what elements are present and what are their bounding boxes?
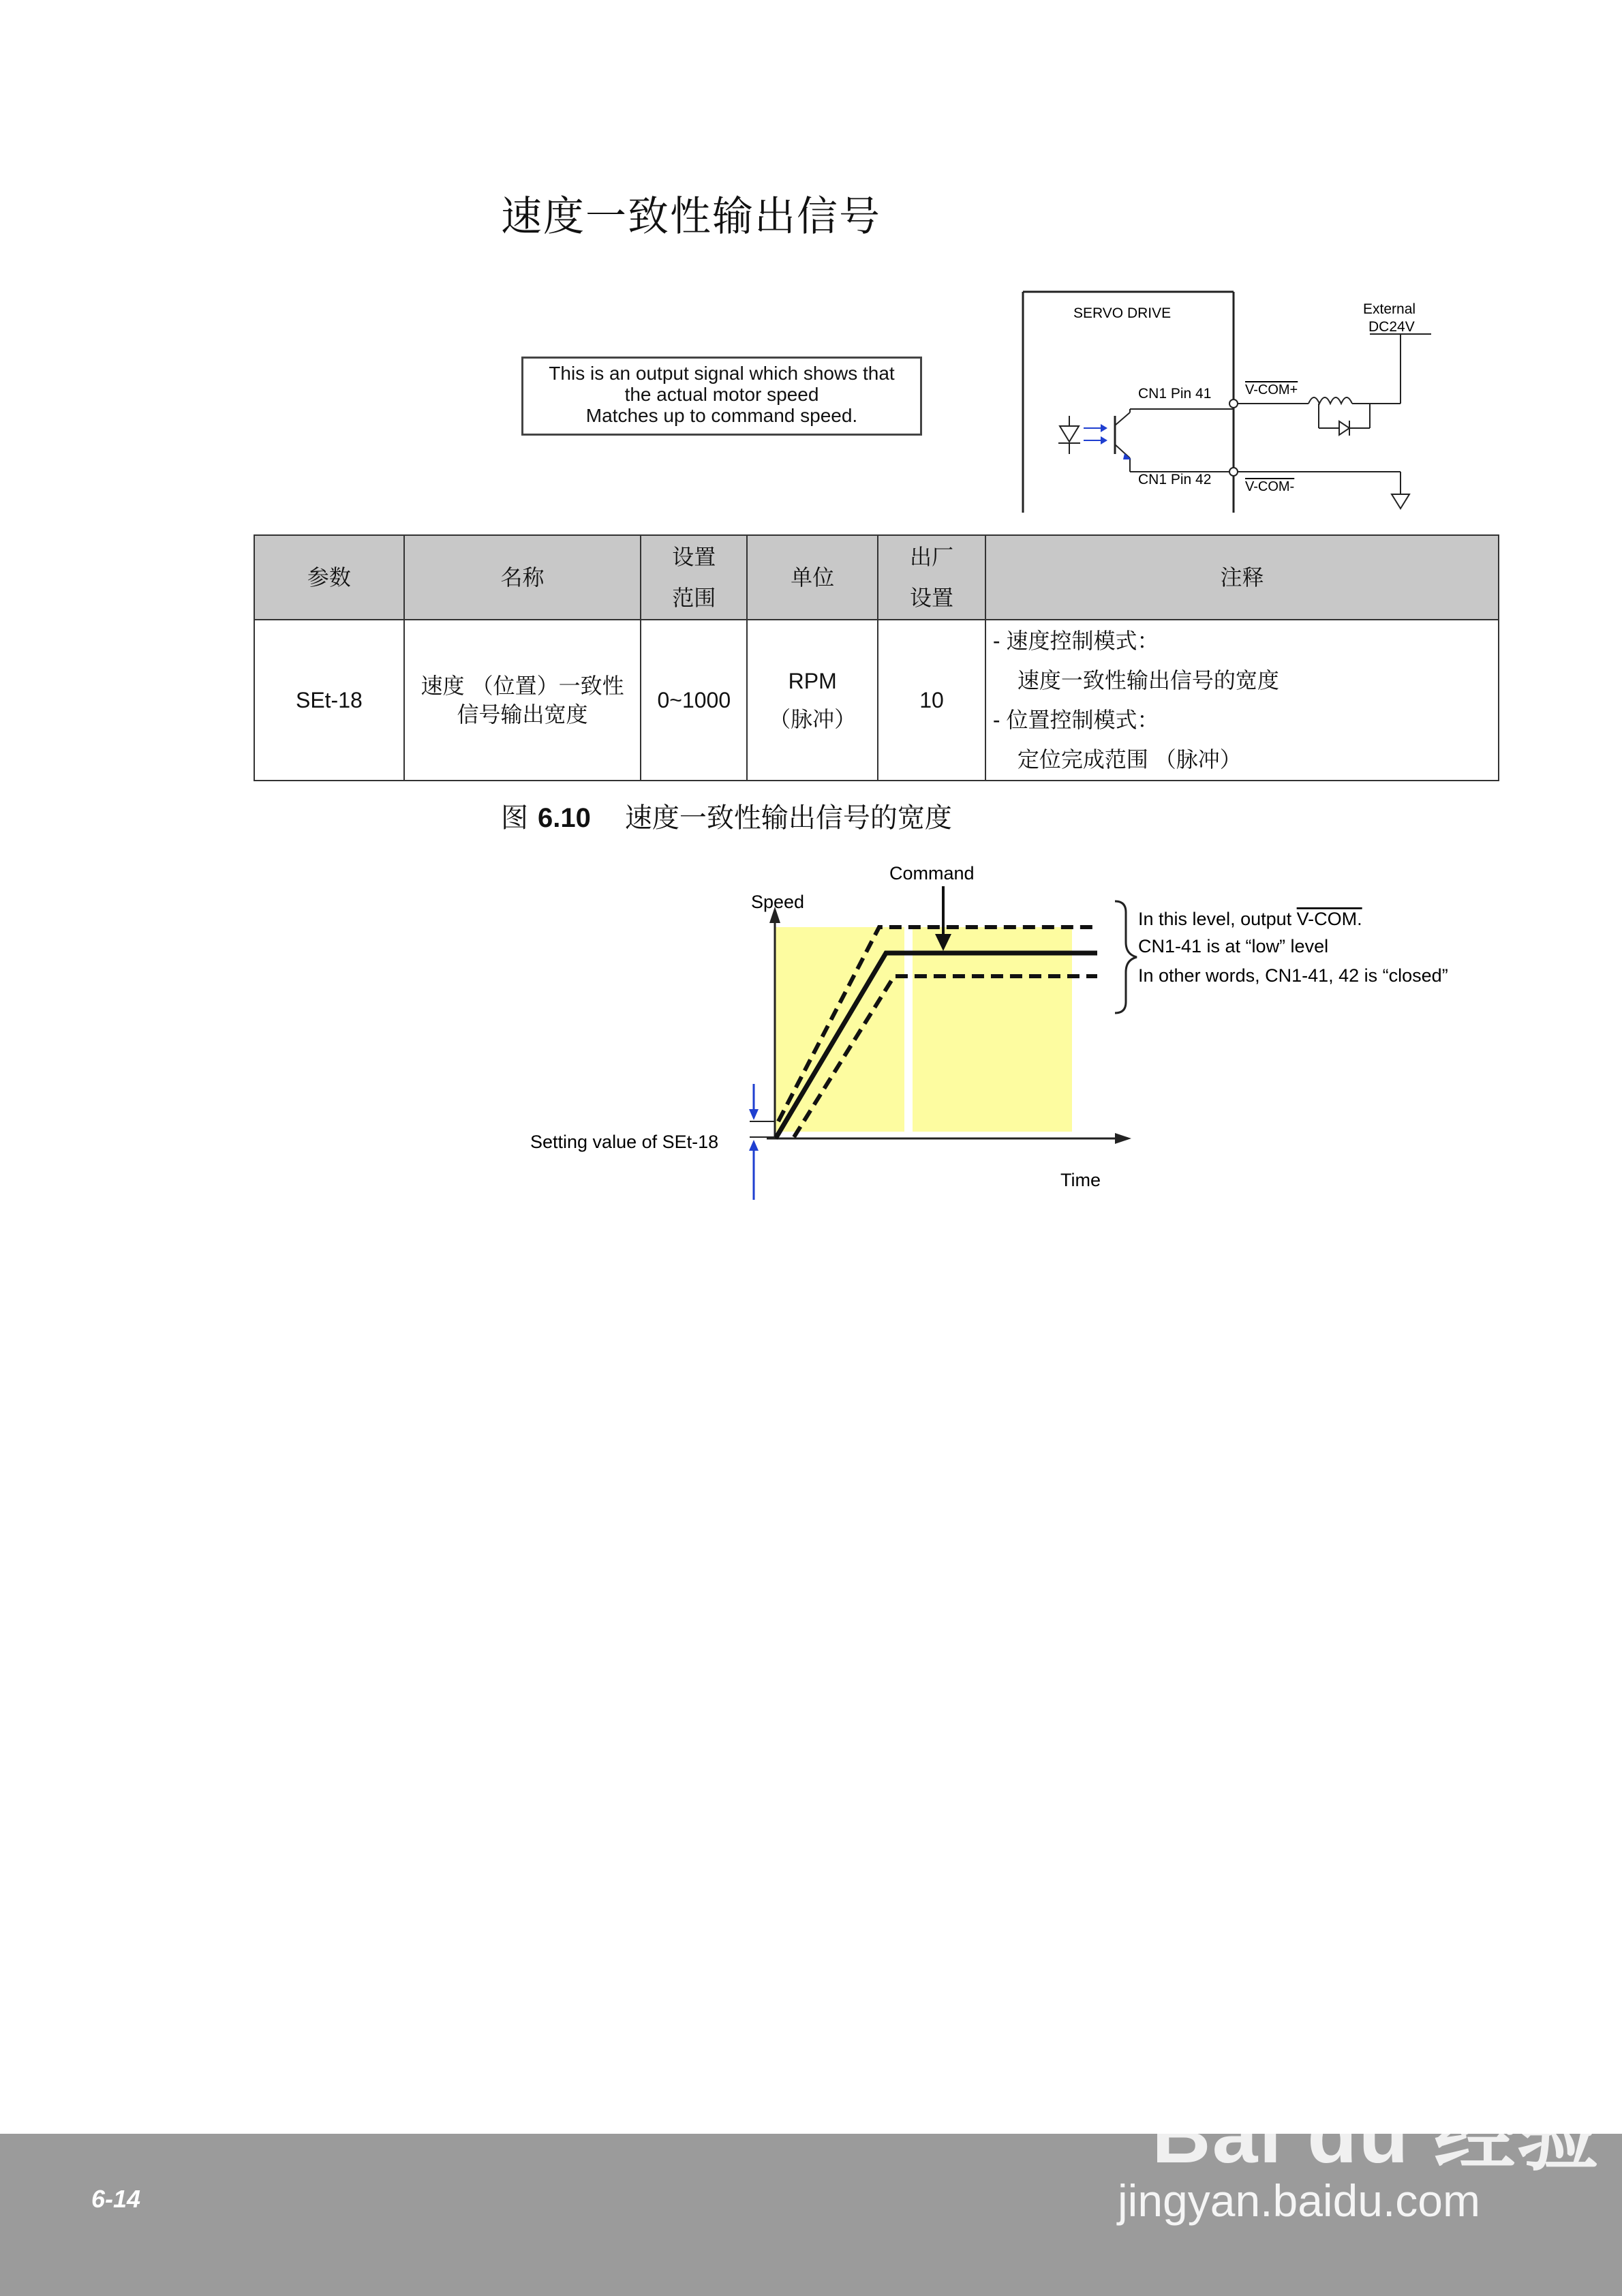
cell-factory: 10 [878,620,985,781]
description-line: This is an output signal which shows that [549,363,895,384]
diode-icon [1339,421,1349,435]
note-line: - 速度控制模式： [992,629,1159,653]
timing-diagram [518,852,1513,1207]
vcom-plus-label: V-COM+ [1245,382,1298,397]
table-header-row [254,535,1499,620]
watermark-logo: Bai du 经验 [1152,2089,1601,2180]
header-name: 名称 [404,535,641,620]
header-range: 设置 范围 [641,535,747,620]
cell-unit: RPM （脉冲） [747,620,878,781]
setting-value-label: Setting value of SEt-18 [530,1132,719,1152]
dc24v-label: DC24V [1368,319,1415,335]
description-line: the actual motor speed [624,384,819,405]
header-notes: 注释 [985,535,1499,620]
note-line: 定位完成范围 （脉冲） [1017,747,1242,772]
figure-caption: 图 6.10 速度一致性输出信号的宽度 [501,802,952,834]
highlight-zone [913,927,1072,1132]
cell-range: 0~1000 [641,620,747,781]
cell-name: 速度 （位置）一致性 信号输出宽度 [404,620,641,781]
page-number: 6-14 [91,2185,141,2213]
brace-icon [1115,901,1137,1013]
note-line: 速度一致性输出信号的宽度 [1017,668,1279,693]
pin42-label: CN1 Pin 42 [1138,472,1212,487]
terminal-41 [1229,399,1238,408]
ground-icon [1392,494,1409,509]
pin41-label: CN1 Pin 41 [1138,386,1212,402]
watermark-url: jingyan.baidu.com [1118,2175,1480,2226]
note-line2: CN1-41 is at “low” level [1138,936,1329,956]
command-label: Command [889,863,975,883]
terminal-42 [1229,468,1238,476]
header-param: 参数 [254,535,404,620]
description-line: Matches up to command speed. [585,405,858,426]
led-icon [1060,426,1079,442]
circuit-diagram [1009,280,1499,518]
parameter-table [254,534,1499,781]
drive-label: SERVO DRIVE [1073,305,1172,321]
header-factory: 出厂 设置 [878,535,985,620]
table-row [254,620,1499,781]
external-label: External [1363,301,1416,317]
note-line3: In other words, CN1-41, 42 is “closed” [1138,965,1448,986]
cell-param: SEt-18 [254,620,404,781]
speed-label: Speed [751,892,805,912]
relay-coil-icon [1309,397,1352,404]
header-unit: 单位 [747,535,878,620]
cell-notes [985,620,1499,781]
vcom-minus-label: V-COM- [1245,479,1295,494]
description-box [521,357,922,436]
page-title: 速度一致性输出信号 [501,193,881,241]
note-line1: In this level, output V-COM. [1138,909,1362,929]
time-label: Time [1060,1170,1101,1190]
note-line: - 位置控制模式： [992,708,1159,732]
